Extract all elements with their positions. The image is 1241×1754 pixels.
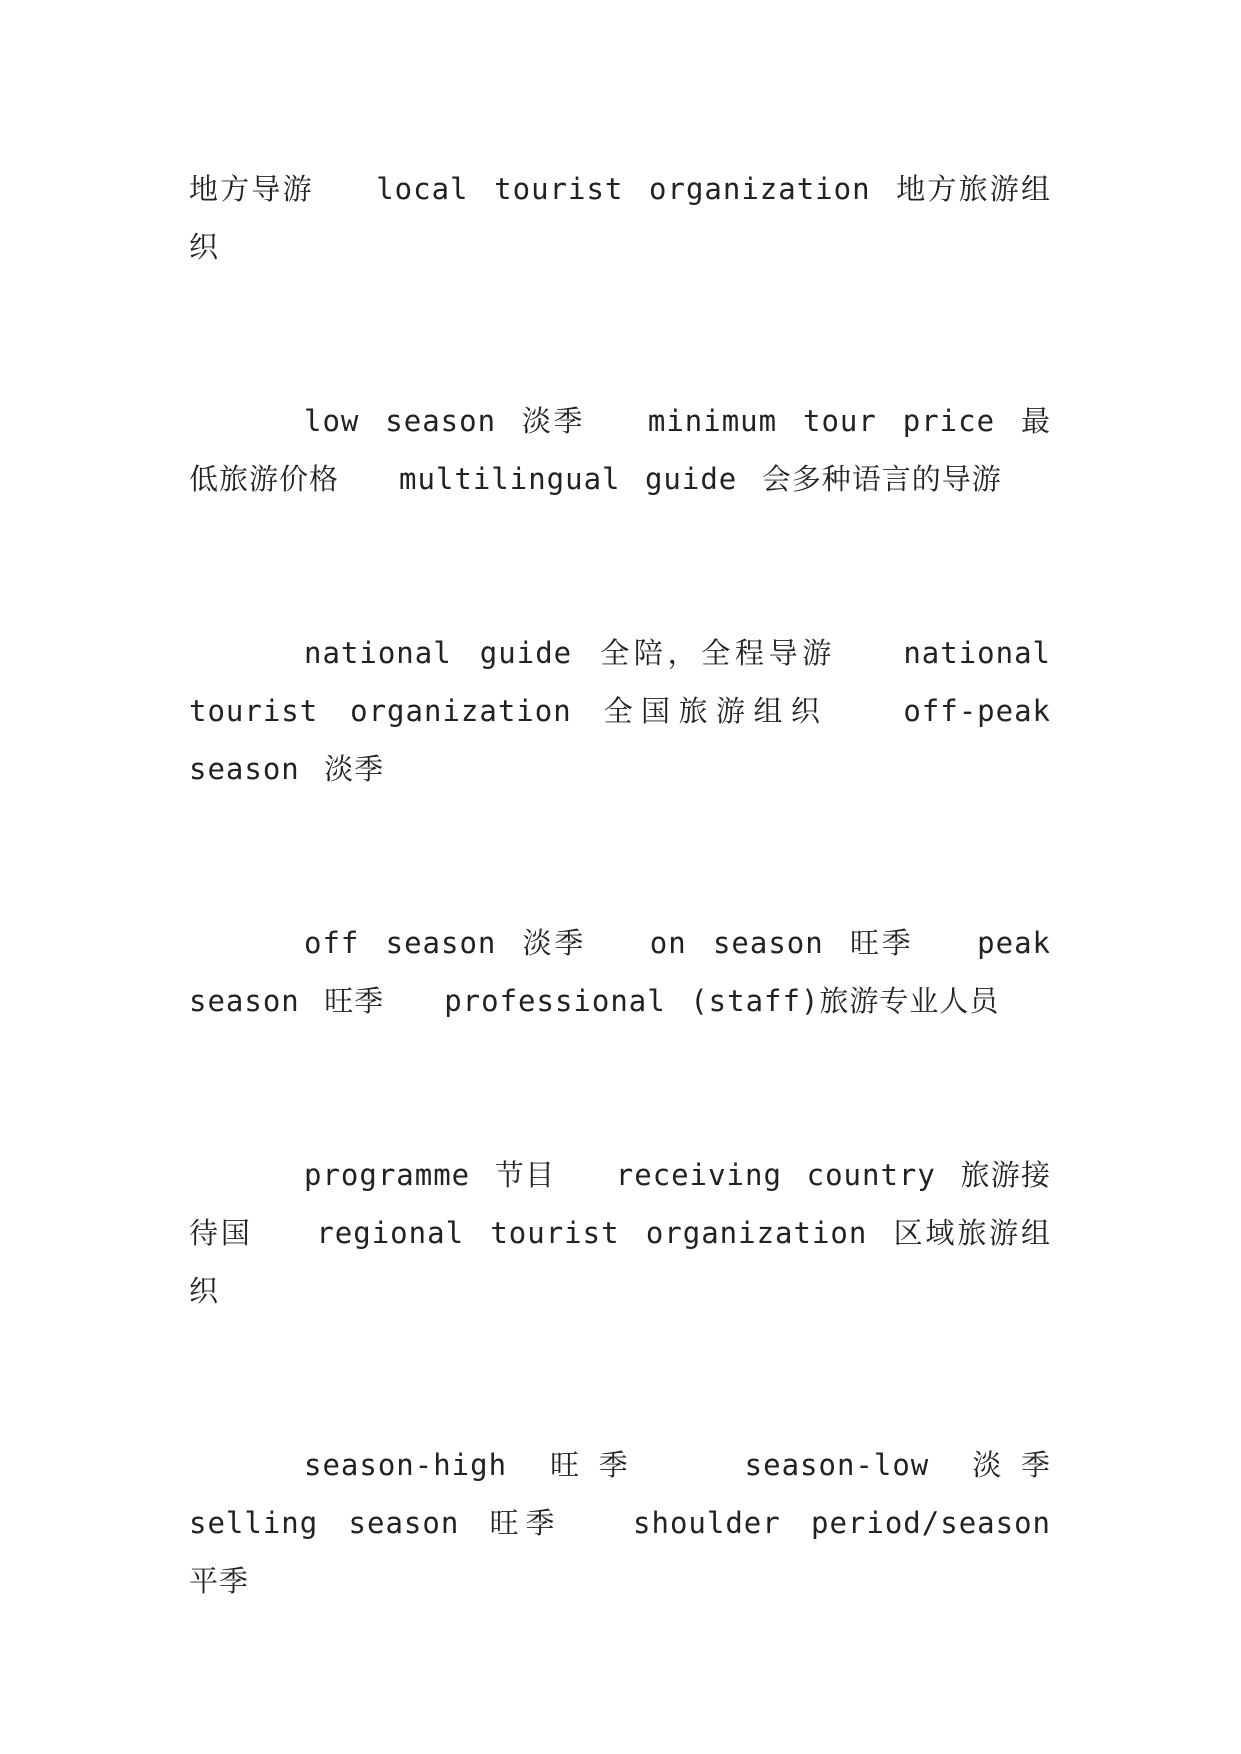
- paragraph-2: low season 淡季 minimum tour price 最低旅游价格 multilingual guide 会多种语言的导游: [189, 404, 1051, 496]
- paragraph-6: season-high 旺季 season-low 淡季 selling season 旺季 shoulder period/season 平季: [189, 1448, 1112, 1598]
- document-body: [189, 160, 1112, 1726]
- paragraph-3: national guide 全陪，全程导游 national tourist organization 全国旅游组织 off-peak season 淡季: [189, 636, 1051, 786]
- paragraph-5: programme 节目 receiving country 旅游接待国 regional tourist organization 区域旅游组织: [189, 1158, 1051, 1308]
- paragraph-1: 地方导游 local tourist organization 地方旅游组织: [189, 172, 1051, 264]
- paragraph-4: off season 淡季 on season 旺季 peak season 旺季 professional (staff)旅游专业人员: [189, 926, 1051, 1018]
